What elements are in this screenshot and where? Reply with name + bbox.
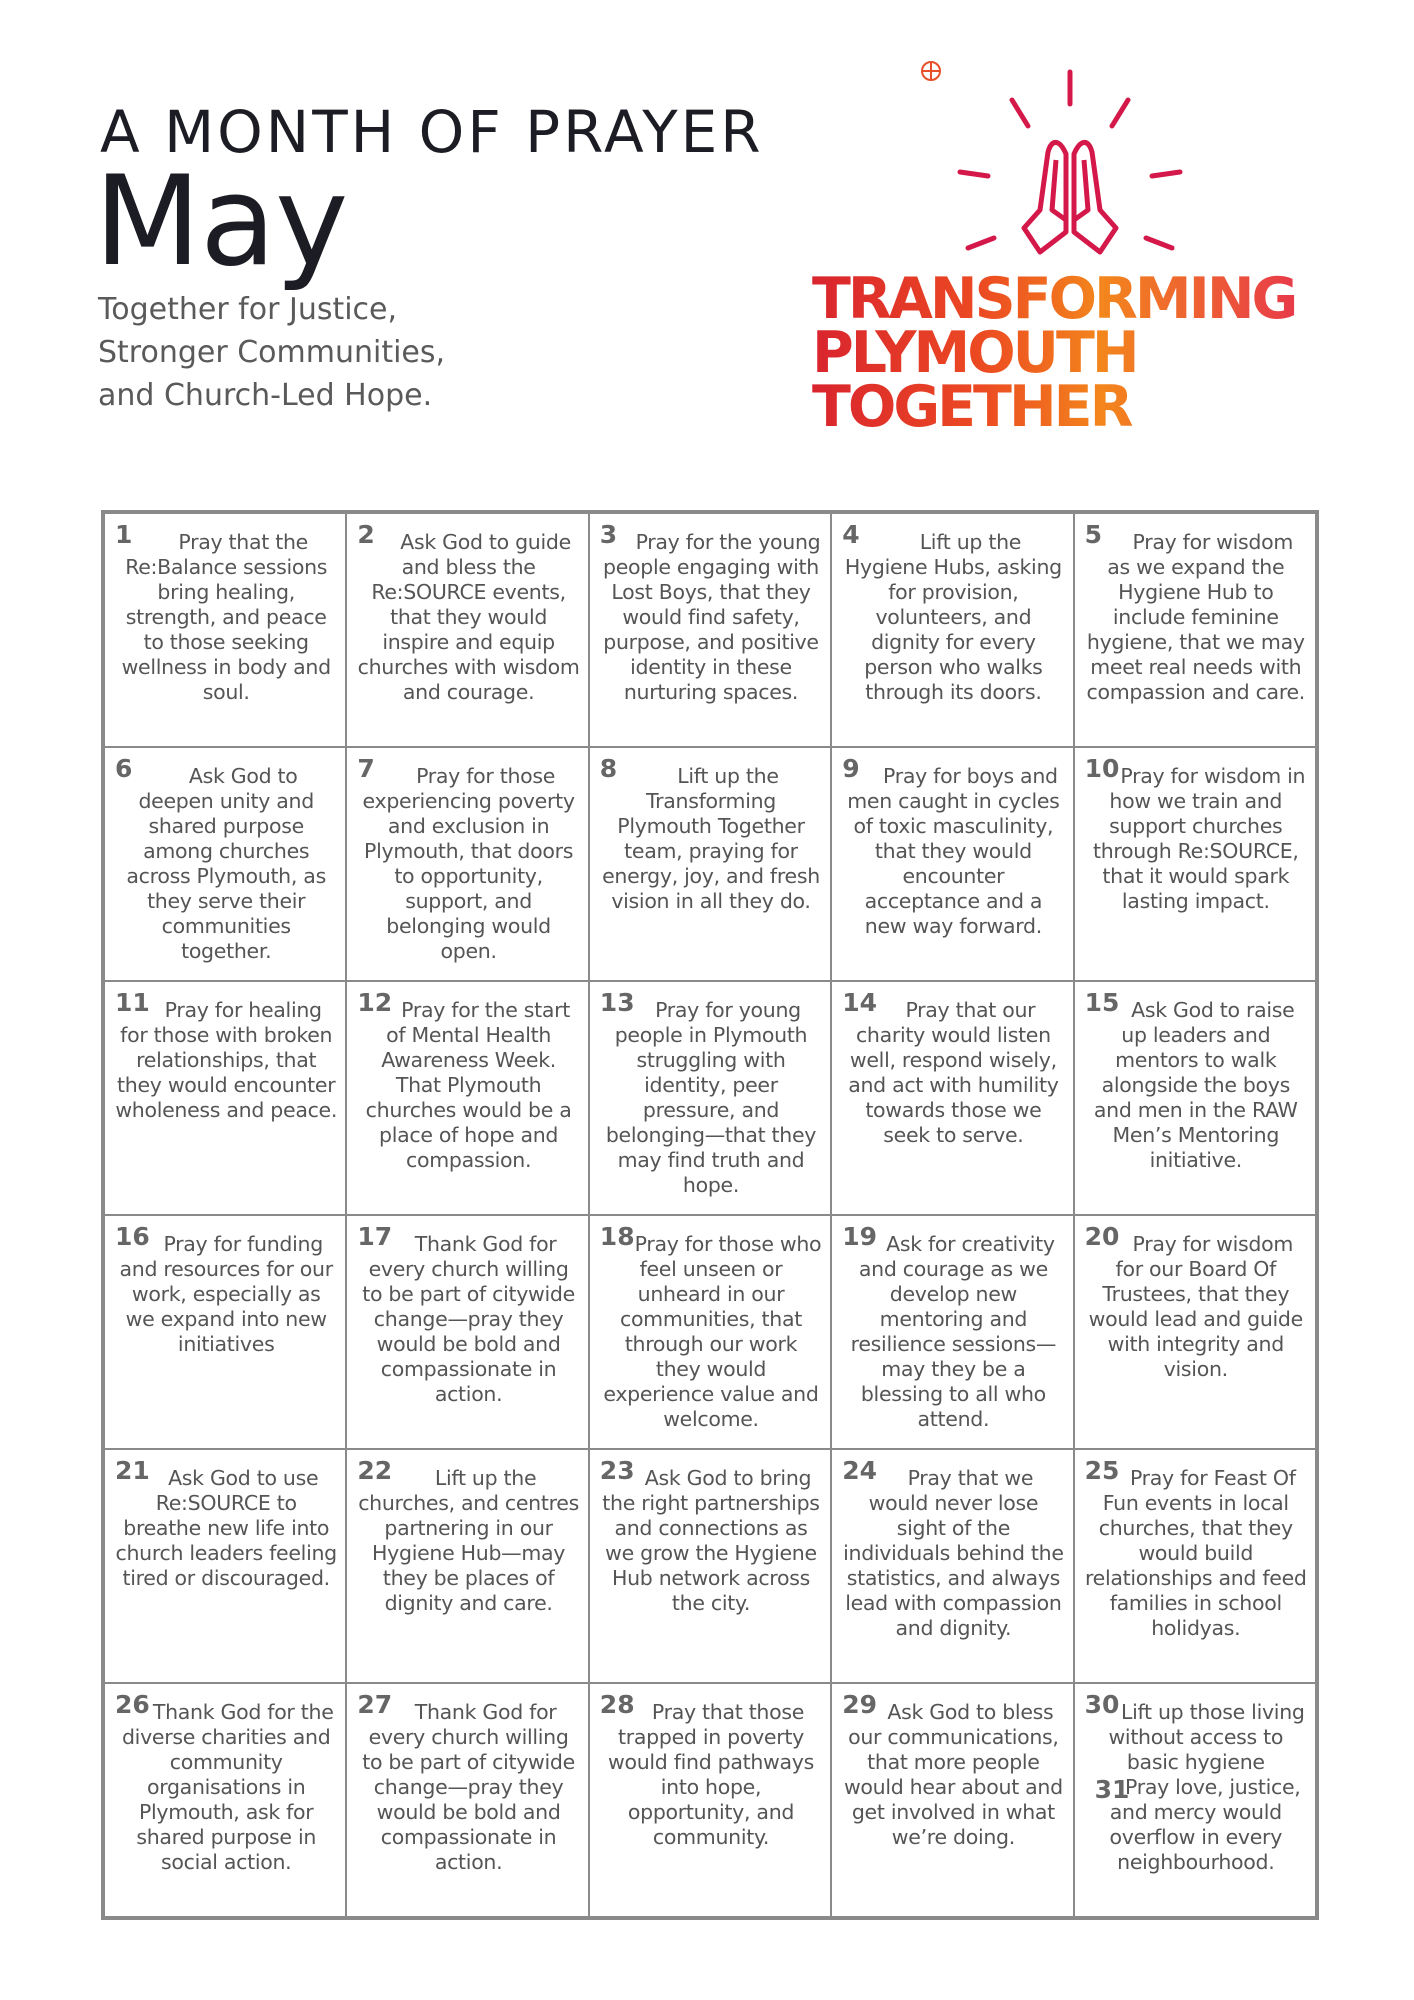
subtitle-line: and Church-Led Hope.	[98, 378, 433, 413]
calendar-day-cell	[831, 513, 1073, 747]
prayer-text: Ask God to use Re:SOURCE to breathe new life into church leaders feeling tired or discouraged.	[115, 1466, 337, 1590]
prayer-text: Pray for boys and men caught in cycles of toxic masculinity, that they would encounter acceptance and a new way forward.	[847, 764, 1060, 938]
day-number: 8	[599, 754, 618, 783]
day-number: 17	[357, 1222, 393, 1251]
prayer-text: Thank God for every church willing to be part of citywide change—pray they would be bold and compassionate in action.	[362, 1700, 575, 1874]
subtitle-line: Stronger Communities,	[98, 335, 446, 370]
calendar-day-cell	[104, 1449, 346, 1683]
prayer-text: Pray love, justice, and mercy would overflow in every neighbourhood.	[1109, 1775, 1301, 1874]
prayer-text: Lift up the Transforming Plymouth Together team, praying for energy, joy, and fresh vision in all they do.	[602, 764, 820, 913]
calendar-day-cell	[1074, 981, 1316, 1215]
prayer-text: Ask God to bring the right partnerships and connections as we grow the Hygiene Hub network across the city.	[602, 1466, 820, 1615]
day-number: 21	[115, 1456, 150, 1485]
prayer-text: Ask God to bless our communications, that more people would hear about and get involved in what we’re doing.	[843, 1700, 1063, 1849]
day-number: 12	[357, 988, 393, 1017]
day-number: 30	[1084, 1690, 1120, 1719]
logo-wordmark	[812, 266, 1296, 440]
logo-line: PLYMOUTH	[812, 320, 1137, 386]
calendar-day-cell	[104, 747, 346, 981]
prayer-text: Pray for young people in Plymouth struggling with identity, peer pressure, and belonging—that they may find truth and hope.	[605, 998, 817, 1197]
prayer-text: Pray that those trapped in poverty would find pathways into hope, opportunity, and community.	[607, 1700, 814, 1849]
day-number: 15	[1084, 988, 1120, 1017]
calendar-day-cell	[831, 981, 1073, 1215]
calendar-day-cell	[346, 1449, 588, 1683]
calendar-day-cell	[104, 1683, 346, 1917]
prayer-text: Ask God to raise up leaders and mentors to walk alongside the boys and men in the RAW Men’s Mentoring initiative.	[1093, 998, 1298, 1172]
second-day-entry	[1085, 1775, 1307, 1875]
day-number: 23	[599, 1456, 635, 1485]
day-number: 31	[1094, 1775, 1130, 1804]
day-number: 9	[842, 754, 860, 783]
calendar-day-cell	[831, 747, 1073, 981]
subtitle-line: Together for Justice,	[98, 292, 398, 327]
day-number: 4	[842, 520, 860, 549]
calendar-day-cell	[104, 513, 346, 747]
calendar-day-cell	[831, 1683, 1073, 1917]
transforming-plymouth-together-logo	[800, 60, 1340, 440]
calendar-day-cell	[346, 1683, 588, 1917]
calendar-day-cell	[1074, 1683, 1316, 1917]
prayer-text: Pray that our charity would listen well, respond wisely, and act with humility towards those we seek to serve.	[848, 998, 1059, 1147]
prayer-text: Pray for wisdom for our Board Of Trustees, that they would lead and guide with integrity and vision.	[1088, 1232, 1303, 1381]
cross-circle-icon	[920, 60, 942, 82]
calendar-day-cell	[589, 1683, 831, 1917]
day-number: 5	[1084, 520, 1102, 549]
calendar-day-cell	[589, 747, 831, 981]
calendar-day-cell	[1074, 513, 1316, 747]
calendar-day-cell	[589, 1215, 831, 1449]
day-number: 7	[357, 754, 375, 783]
prayer-text: Ask for creativity and courage as we develop new mentoring and resilience sessions—may they be a blessing to all who attend.	[850, 1232, 1057, 1431]
calendar-day-cell	[831, 1215, 1073, 1449]
prayer-text: Ask God to deepen unity and shared purpose among churches across Plymouth, as they serve their communities together.	[126, 764, 326, 963]
prayer-text: Pray for those who feel unseen or unheard in our communities, that through our work they would experience value and welcome.	[603, 1232, 822, 1431]
day-number: 25	[1084, 1456, 1120, 1485]
prayer-text: Pray for those experiencing poverty and exclusion in Plymouth, that doors to opportunity, support, and belonging would open.	[362, 764, 575, 963]
prayer-text: Pray for wisdom in how we train and support churches through Re:SOURCE, that it would spark lasting impact.	[1092, 764, 1306, 913]
day-number: 2	[357, 520, 375, 549]
prayer-text: Pray for healing for those with broken relationships, that they would encounter wholeness and peace.	[115, 998, 338, 1122]
day-number: 3	[599, 520, 618, 549]
day-number: 24	[842, 1456, 877, 1485]
calendar-day-cell	[104, 981, 346, 1215]
day-number: 29	[842, 1690, 877, 1719]
prayer-text: Pray for the young people engaging with Lost Boys, that they would find safety, purpose, and positive identity in these nurturing spaces.	[603, 530, 821, 704]
calendar-day-cell	[346, 513, 588, 747]
prayer-text: Lift up those living without access to basic hygiene	[1108, 1700, 1305, 1774]
day-number: 18	[599, 1222, 635, 1251]
day-number: 22	[357, 1456, 393, 1485]
day-number: 27	[357, 1690, 393, 1719]
prayer-text: Lift up the churches, and centres partnering in our Hygiene Hub—may they be places of dignity and care.	[358, 1466, 579, 1615]
calendar-day-cell	[104, 1215, 346, 1449]
day-number: 16	[115, 1222, 150, 1251]
calendar-day-cell	[831, 1449, 1073, 1683]
prayer-text: Ask God to guide and bless the Re:SOURCE events, that they would inspire and equip churches with wisdom and courage.	[357, 530, 580, 704]
prayer-text: Thank God for the diverse charities and community organisations in Plymouth, ask for shared purpose in social action.	[121, 1700, 334, 1874]
prayer-text: Pray that we would never lose sight of the individuals behind the statistics, and always lead with compassion and dignity.	[843, 1466, 1064, 1640]
month-title: May	[94, 150, 348, 294]
prayer-text: Pray for wisdom as we expand the Hygiene Hub to include feminine hygiene, that we may meet real needs with compassion and care.	[1086, 530, 1306, 704]
day-number: 20	[1084, 1222, 1120, 1251]
eyebrow-title: A MONTH OF PRAYER	[100, 98, 764, 166]
calendar-day-cell	[1074, 1449, 1316, 1683]
prayer-calendar-grid	[101, 510, 1319, 1920]
calendar-day-cell	[346, 1215, 588, 1449]
prayer-text: Pray for funding and resources for our work, especially as we expand into new initiatives	[119, 1232, 333, 1356]
prayer-text: Pray for the start of Mental Health Awareness Week. That Plymouth churches would be a place of hope and compassion.	[365, 998, 572, 1172]
calendar-day-cell	[346, 981, 588, 1215]
day-number: 1	[115, 520, 133, 549]
praying-hands-icon	[920, 60, 1220, 270]
day-number: 14	[842, 988, 877, 1017]
calendar-day-cell	[1074, 747, 1316, 981]
calendar-day-cell	[346, 747, 588, 981]
calendar-day-cell	[589, 1449, 831, 1683]
calendar-day-cell	[589, 981, 831, 1215]
logo-line: TOGETHER	[812, 374, 1131, 440]
prayer-text: Pray for Feast Of Fun events in local churches, that they would build relationships and feed families in school holidyas.	[1084, 1466, 1307, 1640]
logo-line: TRANSFORMING	[812, 266, 1296, 332]
prayer-text: Lift up the Hygiene Hubs, asking for provision, volunteers, and dignity for every person who walks through its doors.	[844, 530, 1062, 704]
day-number: 28	[599, 1690, 635, 1719]
prayer-text: Pray that the Re:Balance sessions bring healing, strength, and peace to those seeking wellness in body and soul.	[121, 530, 331, 704]
subtitle	[98, 288, 658, 417]
day-number: 10	[1084, 754, 1120, 783]
prayer-text: Thank God for every church willing to be part of citywide change—pray they would be bold and compassionate in action.	[362, 1232, 575, 1406]
day-number: 6	[115, 754, 133, 783]
day-number: 11	[115, 988, 150, 1017]
day-number: 13	[599, 988, 635, 1017]
day-number: 19	[842, 1222, 877, 1251]
calendar-day-cell	[1074, 1215, 1316, 1449]
calendar-day-cell	[589, 513, 831, 747]
day-number: 26	[115, 1690, 150, 1719]
